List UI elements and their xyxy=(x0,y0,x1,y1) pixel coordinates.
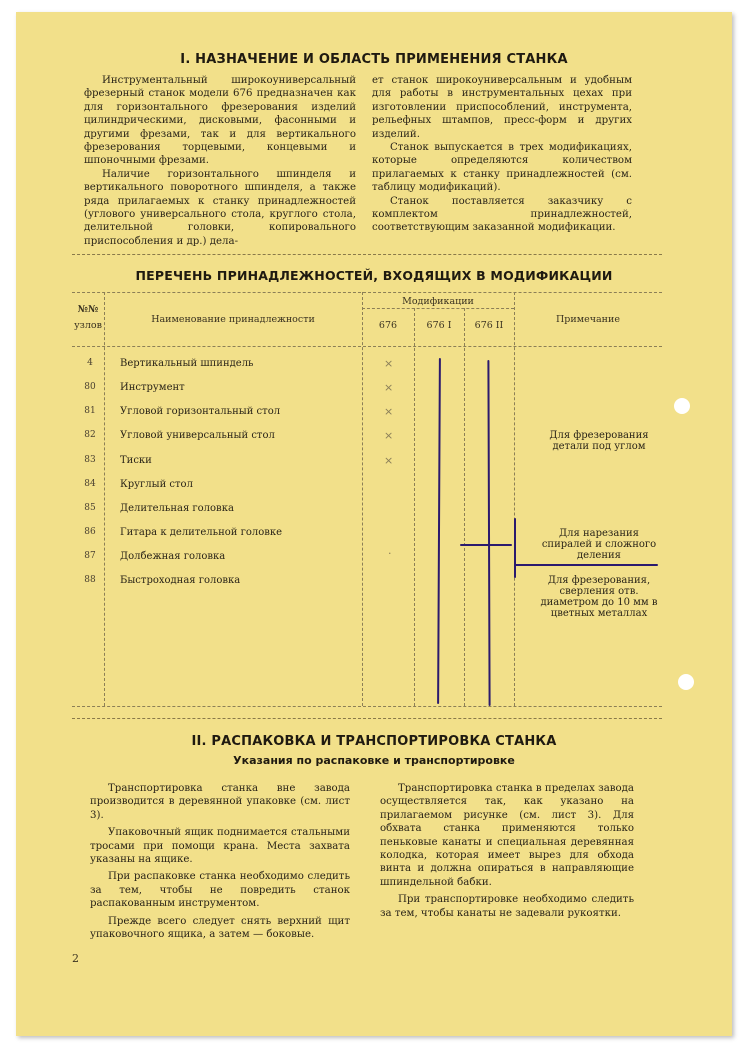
col-mod-header: Модификации xyxy=(402,296,474,307)
col-line xyxy=(104,292,105,706)
col-num-header-sub: узлов xyxy=(74,320,102,331)
section-2-title: II. РАСПАКОВКА И ТРАНСПОРТИРОВКА СТАНКА xyxy=(191,734,557,749)
row-num: 84 xyxy=(84,479,96,489)
x-mark-icon: × xyxy=(384,381,394,394)
mod-676-2-header: 676 II xyxy=(474,320,504,331)
pen-line xyxy=(460,544,512,546)
divider xyxy=(72,254,662,255)
mod-676-1-header: 676 I xyxy=(426,320,452,331)
document-page xyxy=(16,12,732,1036)
paragraph: Транспортировка станка в пределах завода осуществляется так, как указано на прилагаемом рисунке (см. лист 3). Для обхвата станка применяются только пеньковые канаты и специальная деревянная колодка, которая имеет вырез для обхода винта и должна опираться в направляющие шпиндельной бабки. xyxy=(380,783,634,888)
table-title: ПЕРЕЧЕНЬ ПРИНАДЛЕЖНОСТЕЙ, ВХОДЯЩИХ В МОДИФИКАЦИИ xyxy=(135,268,613,283)
table-header-line xyxy=(72,346,662,347)
section-1-right-column xyxy=(372,74,632,235)
page-number: 2 xyxy=(72,952,79,965)
paragraph: При распаковке станка необходимо следить за тем, чтобы не повредить станок распакованным инструментом. xyxy=(90,871,350,910)
pen-line xyxy=(437,358,441,704)
note-text: Для нарезания спиралей и сложного деления xyxy=(541,528,657,561)
divider xyxy=(72,718,662,719)
row-name: Круглый стол xyxy=(120,479,193,490)
pen-line xyxy=(514,564,658,566)
row-num: 83 xyxy=(84,455,96,465)
section-2-subtitle: Указания по распаковке и транспортировке xyxy=(233,754,515,767)
col-line xyxy=(514,292,515,706)
x-mark-icon: × xyxy=(384,405,394,418)
paragraph: Транспортировка станка вне завода производится в деревянной упаковке (см. лист 3). xyxy=(90,783,350,821)
col-name-header: Наименование принадлежности xyxy=(151,314,315,325)
pen-line xyxy=(487,360,490,706)
punch-hole xyxy=(674,398,690,414)
section-1-title: I. НАЗНАЧЕНИЕ И ОБЛАСТЬ ПРИМЕНЕНИЯ СТАНКА xyxy=(180,52,568,67)
row-name: Делительная головка xyxy=(120,503,234,514)
row-name: Вертикальный шпиндель xyxy=(120,358,254,369)
row-name: Быстроходная головка xyxy=(120,575,241,586)
punch-hole xyxy=(678,674,694,690)
section-2-left-column xyxy=(90,782,350,941)
pen-line xyxy=(514,518,516,578)
section-2-right-column xyxy=(380,782,634,920)
row-num: 88 xyxy=(84,575,96,585)
row-num: 81 xyxy=(84,406,96,416)
row-num: 85 xyxy=(84,503,96,513)
row-num: 82 xyxy=(84,430,96,440)
paragraph: Прежде всего следует снять верхний щит упаковочного ящика, а затем — боковые. xyxy=(90,915,350,941)
row-name: Инструмент xyxy=(120,382,185,393)
paragraph: Инструментальный широкоуниверсальный фрезерный станок модели 676 предназначен как для горизонтального фрезерования изделий цилиндрическими, дисковыми, фасонными и другими фрезами, так и для вертикального фрезерования торцевыми, концевыми и шпоночными фрезами. xyxy=(84,75,356,167)
paragraph: Станок выпускается в трех модификациях, которые определяются количеством прилагаемых к станку принадлежностей (см. таблицу модификаций). xyxy=(372,142,632,194)
row-num: 4 xyxy=(87,358,93,368)
row-name: Тиски xyxy=(120,455,152,466)
paragraph: Станок поставляется заказчику с комплектом принадлежностей, соответствующим заказанной модификации. xyxy=(372,195,632,234)
x-mark-icon: × xyxy=(384,357,394,370)
row-name: Гитара к делительной головке xyxy=(120,527,283,538)
col-note-header: Примечание xyxy=(556,314,620,325)
col-line xyxy=(464,308,465,706)
row-num: 80 xyxy=(84,382,96,392)
row-name: Долбежная головка xyxy=(120,551,226,562)
row-name: Угловой горизонтальный стол xyxy=(120,406,281,417)
note-text: Для фрезерования детали под углом xyxy=(549,430,649,452)
paragraph: Упаковочный ящик поднимается стальными тросами при помощи крана. Места захвата указаны на ящике. xyxy=(90,827,350,866)
row-num: 86 xyxy=(84,527,96,537)
mod-header-line xyxy=(362,308,514,309)
x-mark-icon: × xyxy=(384,429,394,442)
note-text: Для фрезерования, сверления отв. диаметром до 10 мм в цветных металлах xyxy=(540,575,658,619)
x-mark-icon: × xyxy=(384,454,394,467)
col-line xyxy=(414,308,415,706)
row-name: Угловой универсальный стол xyxy=(120,430,275,441)
row-num: 87 xyxy=(84,551,96,561)
dot-mark-icon: · xyxy=(388,547,392,560)
mod-676-header: 676 xyxy=(378,320,398,331)
table-bottom-line xyxy=(72,706,662,707)
paragraph: ет станок широкоуниверсальным и удобным для работы в инструментальных цехах при изготовлении приспособлений, инструмента, рельефных штампов, пресс-форм и других изделий. xyxy=(372,75,632,140)
section-1-left-column xyxy=(84,74,356,248)
col-line xyxy=(362,292,363,706)
table-top-line xyxy=(72,292,662,293)
paragraph: При транспортировке необходимо следить за тем, чтобы канаты не задевали рукоятки. xyxy=(380,894,634,919)
paragraph: Наличие горизонтального шпинделя и вертикального поворотного шпинделя, а также ряда прилагаемых к станку принадлежностей (углового универсального стола, круглого стола, делительной головки, копировального приспособления и др.) дела- xyxy=(84,168,356,247)
col-num-header: №№ xyxy=(77,304,99,315)
